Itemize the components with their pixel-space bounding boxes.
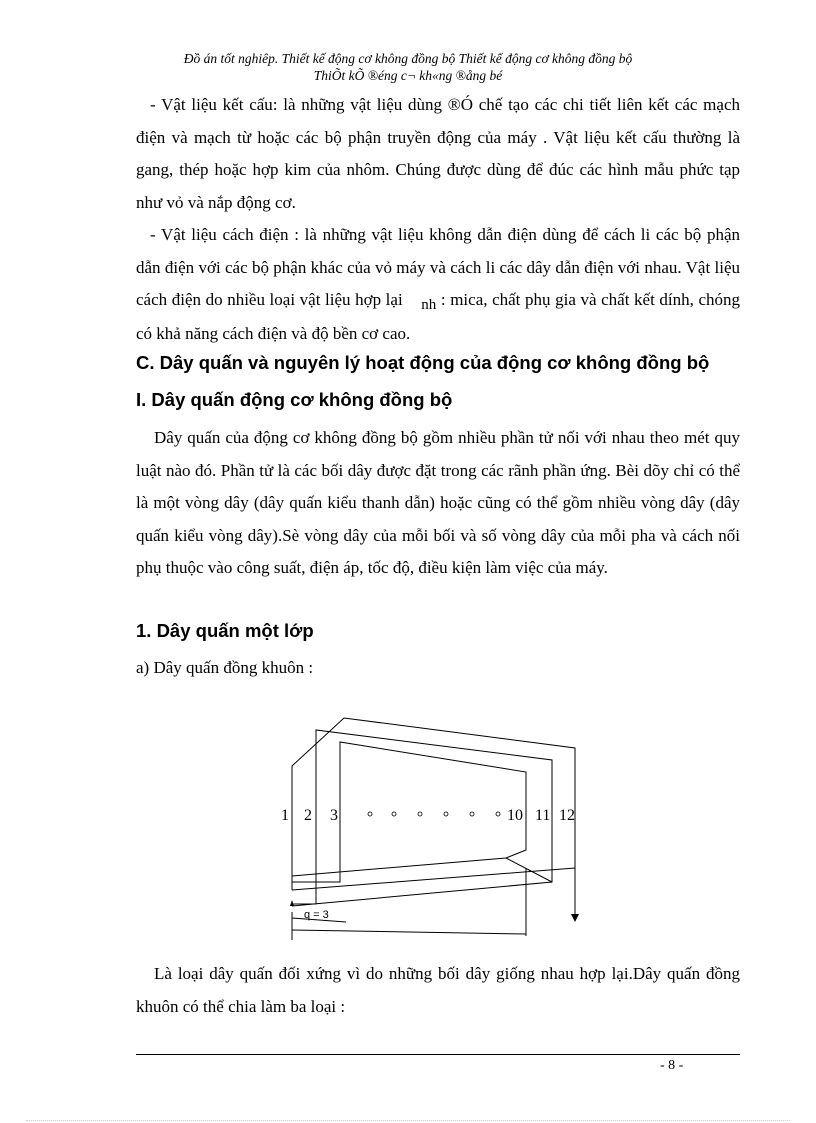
slot-label-11: 11 bbox=[535, 807, 551, 824]
subscript-nh: nh bbox=[421, 297, 437, 313]
header-line-2: ThiÕt kÕ ®éng c¬ kh«ng ®ång bé bbox=[313, 68, 503, 83]
slot-label-1: 1 bbox=[281, 807, 289, 824]
section-heading-c: C. Dây quấn và nguyên lý hoạt động của động cơ không đồng bộ bbox=[136, 352, 710, 373]
page-header bbox=[100, 50, 716, 84]
arrow-up-icon bbox=[290, 900, 294, 906]
paragraph-insulating-part-b: : mica, chất phụ gia và chất kết dính, chóng có khả năng cách điện và độ bền cơ cao. bbox=[136, 290, 740, 343]
footer-divider bbox=[136, 1054, 740, 1055]
q-label: q = 3 bbox=[304, 909, 329, 921]
paragraph-structural-materials: - Vật liệu kết cấu: là những vật liệu dùng ®Ó chế tạo các chi tiết liên kết các mạch điện và mạch từ hoặc các bộ phận truyền động của máy . Vật liệu kết cấu thường là gang, thép hoặc hợp kim của nhôm. Chúng được dùng để đúc các hình mẫu phức tạp như vỏ và nắp động cơ. bbox=[136, 95, 740, 212]
coil-inner bbox=[292, 742, 526, 882]
slot-label-12: 12 bbox=[559, 807, 575, 824]
paragraph-concentric-winding: Là loại dây quấn đối xứng vì do những bối dây giống nhau hợp lại.Dây quấn đồng khuôn có thể chia làm ba loại : bbox=[136, 964, 740, 1016]
concentric-winding-diagram bbox=[270, 708, 600, 948]
slot-label-10: 10 bbox=[507, 807, 523, 824]
subsection-a-label: a) Dây quấn đồng khuôn : bbox=[136, 658, 314, 677]
dimension-line bbox=[292, 930, 526, 934]
slot-label-2: 2 bbox=[304, 807, 312, 824]
section-heading-1: 1. Dây quấn một lớp bbox=[136, 620, 314, 641]
section-heading-i: I. Dây quấn động cơ không đồng bộ bbox=[136, 389, 453, 410]
slot-label-3: 3 bbox=[330, 807, 338, 824]
paragraph-winding-description: Dây quấn của động cơ không đồng bộ gồm nhiều phần tử nối với nhau theo mét quy luật nào đó. Phần tử là các bối dây được đặt trong các rãnh phần ứng. Bèi dõy chỉ có thể là một vòng dây (dây quấn kiểu thanh dẫn) hoặc cũng có thể gồm nhiều vòng dây (dây quấn kiểu vòng dây).Sè vòng dây của mỗi bối và số vòng dây của mỗi pha và cách nối phụ thuộc vào công suất, điện áp, tốc độ, điều kiện làm việc của máy. bbox=[136, 428, 740, 577]
page-bottom-border bbox=[26, 1120, 790, 1121]
header-line-1: Đồ án tốt nghiêp. Thiết kế động cơ không đồng bộ Thiết kế động cơ không đồng bộ bbox=[183, 51, 633, 66]
paragraph-insulating-materials bbox=[136, 219, 740, 350]
paragraph-insulating-part-a: - Vật liệu cách điện : là những vật liệu không dẫn điện dùng để cách li các bộ phận dẫn điện với các bộ phận khác của vỏ máy và cách li các dây dẫn điện với nhau. Vật liệu cách điện do nhiều loại vật liệu hợp lại bbox=[136, 225, 740, 309]
page-number: - 8 - bbox=[660, 1058, 684, 1073]
arrow-down-icon bbox=[571, 914, 579, 922]
